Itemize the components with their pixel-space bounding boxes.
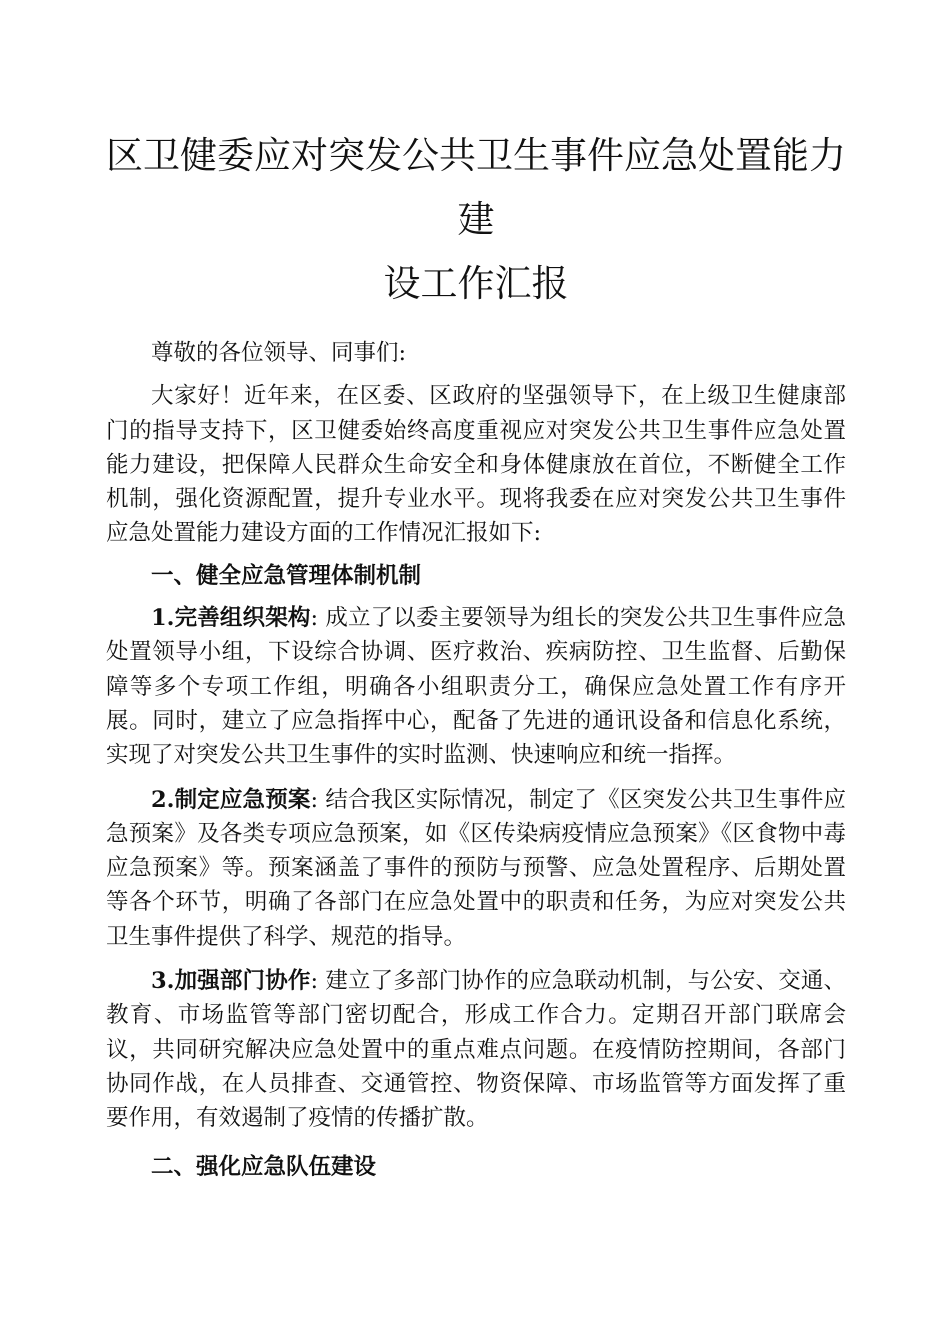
item-label-1: 1.完善组织架构 xyxy=(151,605,311,632)
section-heading-1: 一、健全应急管理体制机制 xyxy=(151,562,422,589)
item-paragraph-1 xyxy=(106,601,846,772)
item-text-1: : 成立了以委主要领导为组长的突发公共卫生事件应急处置领导小组，下设综合协调、医疗救治、疾病防控、卫生监督、后勤保障等多个专项工作组，明确各小组职责分工，确保应急处置工作有序开展。同时，建立了应急指挥中心，配备了先进的通讯设备和信息化系统，实现了对突发公共卫生事件的实时监测、快速响应和统一指挥。 xyxy=(106,605,846,769)
item-label-3: 3.加强部门协作 xyxy=(151,968,311,995)
item-text-3: : 建立了多部门协作的应急联动机制，与公安、交通、教育、市场监管等部门密切配合，形成工作合力。定期召开部门联席会议，共同研究解决应急处置中的重点难点问题。在疫情防控期间，各部门协同作战，在人员排查、交通管控、物资保障、市场监管等方面发挥了重要作用，有效遏制了疫情的传播扩散。 xyxy=(106,968,846,1132)
intro-paragraph: 大家好！近年来，在区委、区政府的坚强领导下，在上级卫生健康部门的指导支持下，区卫健委始终高度重视应对突发公共卫生事件应急处置能力建设，把保障人民群众生命安全和身体健康放在首位，不断健全工作机制，强化资源配置，提升专业水平。现将我委在应对突发公共卫生事件应急处置能力建设方面的工作情况汇报如下: xyxy=(106,383,846,547)
item-text-2: : 结合我区实际情况，制定了《区突发公共卫生事件应急预案》及各类专项应急预案，如《区传染病疫情应急预案》《区食物中毒应急预案》等。预案涵盖了事件的预防与预警、应急处置程序、后期处置等各个环节，明确了各部门在应急处置中的职责和任务，为应对突发公共卫生事件提供了科学、规范的指导。 xyxy=(106,786,846,950)
item-paragraph-3 xyxy=(106,964,846,1135)
item-label-2: 2.制定应急预案 xyxy=(151,786,311,813)
document-title xyxy=(106,124,846,316)
section-heading-2: 二、强化应急队伍建设 xyxy=(151,1153,377,1180)
title-line-1: 区卫健委应对突发公共卫生事件应急处置能力建 xyxy=(106,134,846,241)
item-paragraph-2 xyxy=(106,783,846,954)
title-line-2: 设工作汇报 xyxy=(383,262,569,305)
document-body xyxy=(106,336,846,1184)
greeting: 尊敬的各位领导、同事们: xyxy=(151,340,407,366)
